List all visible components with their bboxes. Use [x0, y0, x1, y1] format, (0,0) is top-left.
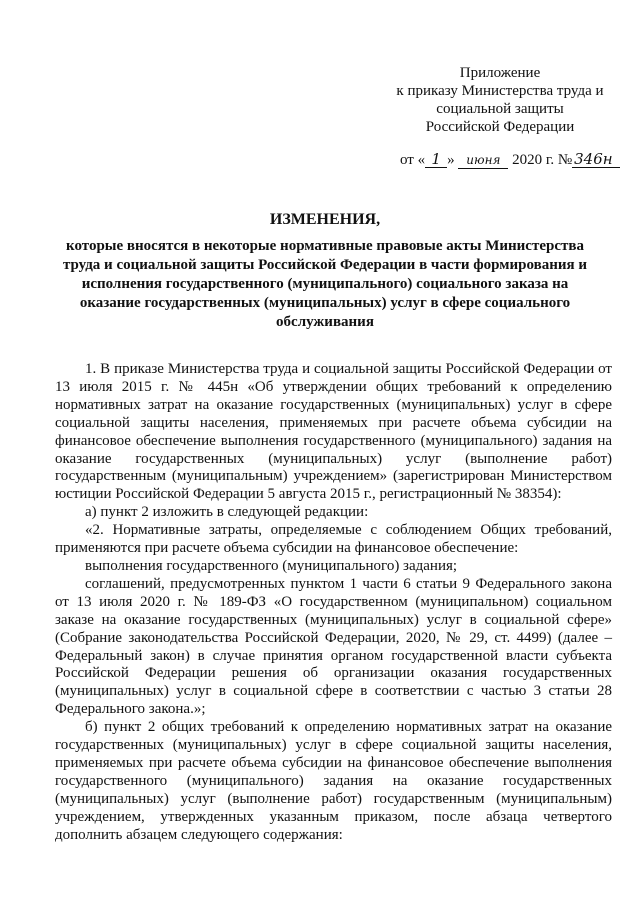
subtitle-line: которые вносятся в некоторые нормативные правовые акты Министерства: [66, 238, 584, 254]
appendix-line: к приказу Министерства труда и: [396, 83, 604, 99]
handwritten-day: 1: [425, 151, 447, 168]
paragraph-5: соглашений, предусмотренных пунктом 1 части 6 статьи 9 Федерального закона от 13 июля 2020 г. № 189-ФЗ «О государственном (муниципальном) социальном заказе на оказание государственных (муниципальных) услуг в социальной сфере» (Собрание законодательства Российской Федерации, 2020, № 29, ст. 4499) (далее – Федеральный закон) в случае принятия органом государственной власти субъекта Российской Федерации решения об организации оказания государственных (муниципальных) услуг в социальной сфере в соответствии с частью 3 статьи 28 Федерального закона.»;: [55, 575, 612, 718]
appendix-line: Российской Федерации: [425, 119, 575, 135]
paragraph-1: 1. В приказе Министерства труда и социальной защиты Российской Федерации от 13 июля 2015 г. № 445н «Об утверждении общих требований к определению нормативных затрат на оказание государственных (муниципальных) услуг в сфере социальной защиты населения, применяемых при расчете объема субсидии на финансовое обеспечение выполнения государственного (муниципального) задания на оказание государственных (муниципальных) услуг (выполнение работ) государственным (муниципальным) учреждением» (зарегистрирован Министерством юстиции Российской Федерации 5 августа 2015 г., регистрационный № 38354):: [55, 361, 612, 503]
order-year: 2020 г. №: [512, 152, 573, 168]
appendix-line: социальной защиты: [436, 101, 564, 117]
handwritten-order-number: 346н: [572, 151, 620, 168]
subtitle-line: исполнения государственного (муниципального) социального заказа на: [81, 276, 569, 292]
document-heading: [40, 210, 610, 332]
order-date-number: [400, 150, 620, 170]
handwritten-month: июня: [458, 152, 508, 169]
heading-subtitle: [40, 237, 610, 332]
appendix-block: [380, 64, 620, 136]
heading-title: ИЗМЕНЕНИЯ,: [269, 211, 381, 228]
subtitle-line: обслуживания: [276, 314, 374, 330]
document-body: [55, 361, 612, 844]
paragraph-4: выполнения государственного (муниципального) задания;: [85, 557, 458, 574]
subtitle-line: оказание государственных (муниципальных) услуг в сфере социального: [79, 295, 571, 311]
paragraph-6: б) пункт 2 общих требований к определению нормативных затрат на оказание государственных (муниципальных) услуг в сфере социальной защиты населения, применяемых при расчете объема субсидии на финансовое обеспечение выполнения государственного (муниципального) задания на оказание государственных (муниципальных) услуг (выполнение работ) государственным (муниципальным) учреждением, утвержденных указанным приказом, после абзаца четвертого дополнить абзацем следующего содержания:: [55, 719, 612, 843]
paragraph-2: а) пункт 2 изложить в следующей редакции:: [85, 504, 369, 521]
appendix-line: Приложение: [459, 65, 541, 81]
order-prefix: от «: [400, 152, 426, 168]
subtitle-line: труда и социальной защиты Российской Федерации в части формирования и: [62, 257, 588, 273]
paragraph-3: «2. Нормативные затраты, определяемые с соблюдением Общих требований, применяются при расчете объема субсидии на финансовое обеспечение:: [55, 522, 612, 557]
order-mid: »: [447, 152, 455, 168]
